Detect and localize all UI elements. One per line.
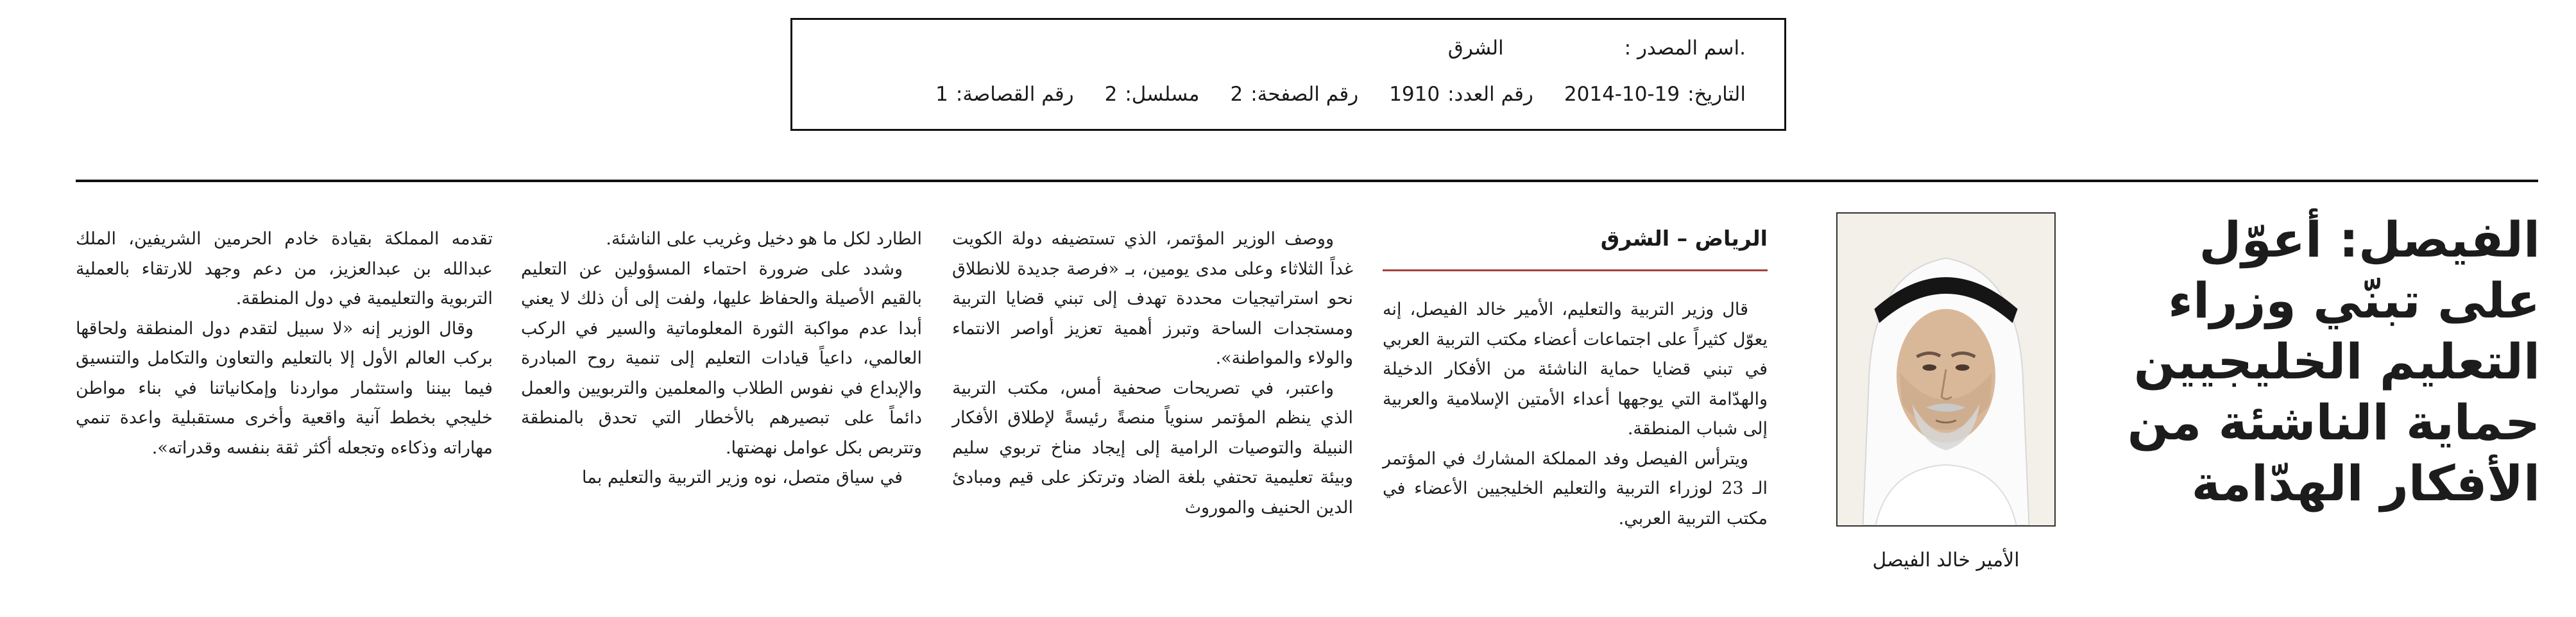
portrait-photo — [1836, 212, 2056, 527]
date-label: التاريخ: — [1687, 83, 1746, 106]
article-column-2 — [952, 224, 1353, 523]
article-column-1 — [1383, 295, 1768, 534]
paragraph: تقدمه المملكة بقيادة خادم الحرمين الشريفين، الملك عبدالله بن عبدالعزيز، من دعم وجهد للارتقاء بالعملية التربوية والتعليمية في دول المنطقة. — [76, 229, 493, 308]
paragraph: وقال الوزير إنه «لا سبيل لتقدم دول المنطقة ولحاقها بركب العالم الأول إلا بالتعليم والتعاون والتكامل والتنسيق فيما بيننا واستثمار مواردنا وإمكانياتنا في بناء مواطن خليجي بخطط آنية واقعية وأخرى مستقبلية واعدة تنمي مهاراته وذكاءه وتجعله أكثر ثقة بنفسه وقدراته». — [76, 318, 493, 458]
issue-label: رقم العدد: — [1447, 83, 1533, 106]
article-headline: الفيصل: أعوّل على تبنّي وزراء التعليم الخليجيين حماية الناشئة من الأفكار الهدّامة — [2127, 211, 2540, 512]
serial-value: 2 — [1104, 83, 1118, 106]
paragraph: قال وزير التربية والتعليم، الأمير خالد الفيصل، إنه يعوّل كثيراً على اجتماعات أعضاء مكتب التربية العربي في تبني قضايا حماية الناشئة من الأفكار الدخيلة والهدّامة التي يوجهها أعداء الأمتين الإسلامية والعربية إلى شباب المنطقة. — [1383, 300, 1768, 439]
page-label: رقم الصفحة: — [1250, 83, 1359, 106]
date-field — [1564, 81, 1746, 107]
source-label: .اسم المصدر : — [1624, 37, 1746, 60]
issue-info-row — [935, 81, 1746, 107]
paragraph: وشدد على ضرورة احتماء المسؤولين عن التعليم بالقيم الأصيلة والحفاظ عليها، ولفت إلى أن ذلك لا يعني أبدا عدم مواكبة الثورة المعلوماتية والسير في الركب العالمي، داعياً قيادات التعليم إلى تنمية روح المبادرة والإبداع في نفوس الطلاب والمعلمين والتربويين والعمل دائماً على تبصيرهم بالأخطار التي تحدق بالمنطقة وتتربص بكل عوامل نهضتها. — [521, 258, 922, 458]
issue-value: 1910 — [1389, 83, 1440, 106]
date-value: 2014-10-19 — [1564, 83, 1680, 106]
serial-label: مسلسل: — [1125, 83, 1200, 106]
issue-field — [1389, 81, 1533, 107]
article-column-4 — [76, 224, 493, 463]
page-field — [1230, 81, 1358, 107]
clip-label: رقم القصاصة: — [955, 83, 1074, 106]
photo-caption: الأمير خالد الفيصل — [1872, 549, 2020, 571]
byline-underline — [1383, 269, 1768, 271]
source-value: الشرق — [1447, 37, 1504, 60]
clip-field — [935, 81, 1073, 107]
section-divider — [76, 180, 2538, 182]
article-column-3 — [521, 224, 922, 493]
serial-field — [1105, 81, 1200, 107]
paragraph: الطارد لكل ما هو دخيل وغريب على الناشئة. — [606, 229, 922, 249]
clip-value: 1 — [935, 83, 948, 106]
source-row — [1448, 35, 1746, 61]
paragraph: ووصف الوزير المؤتمر، الذي تستضيفه دولة الكويت غداً الثلاثاء وعلى مدى يومين، بـ «فرصة جديدة للانطلاق نحو استراتيجيات محددة تهدف إلى تبني قضايا التربية ومستجدات الساحة وتبرز أهمية تعزيز أواصر الانتماء والولاء والمواطنة». — [952, 229, 1353, 368]
source-metadata-box — [790, 18, 1786, 131]
article-byline: الرياض – الشرق — [1600, 226, 1768, 251]
portrait-illustration — [1838, 214, 2054, 525]
paragraph: واعتبر، في تصريحات صحفية أمس، مكتب التربية الذي ينظم المؤتمر سنوياً منصةً رئيسةً لإطلاق الأفكار النبيلة والتوصيات الرامية إلى إيجاد مناخ تربوي سليم وبيئة تعليمية تحتفي بلغة الضاد وترتكز على قيم ومبادئ الدين الحنيف والموروث — [952, 378, 1353, 518]
paragraph: في سياق متصل، نوه وزير التربية والتعليم بما — [582, 468, 903, 487]
paragraph: ويترأس الفيصل وفد المملكة المشارك في المؤتمر الـ 23 لوزراء التربية والتعليم الخليجيين الأعضاء في مكتب التربية العربي. — [1383, 448, 1768, 528]
page-value: 2 — [1230, 83, 1243, 106]
